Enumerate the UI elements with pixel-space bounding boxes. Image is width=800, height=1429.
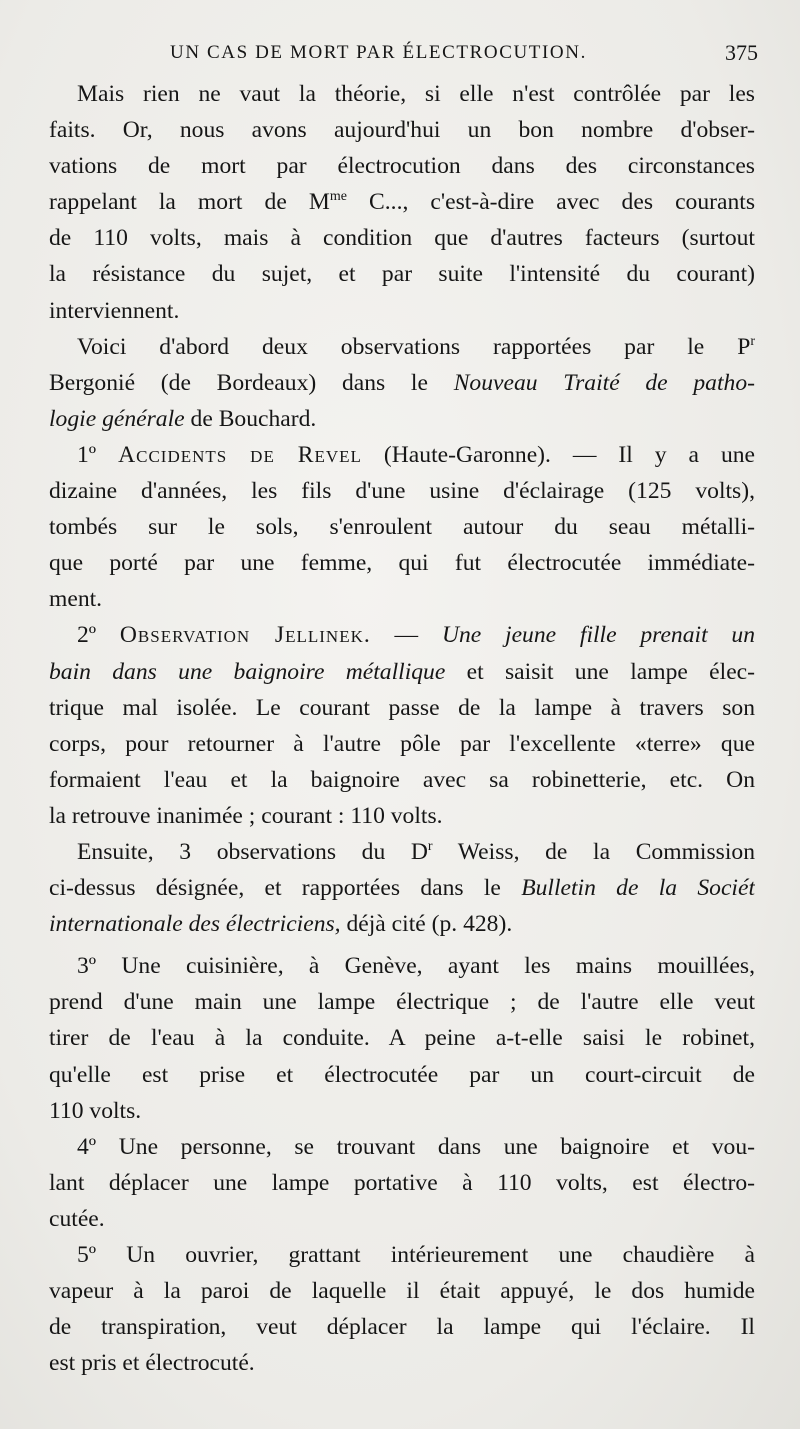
text-line: formaient l'eau et la baignoire avec sa robinetterie, etc. On <box>49 766 755 793</box>
text-line: dizaine d'années, les fils d'une usine d'éclairage (125 volts), <box>49 478 755 505</box>
running-title: UN CAS DE MORT PAR ÉLECTROCUTION. <box>170 42 587 63</box>
text-line: de transpiration, veut déplacer la lampe qui l'éclaire. Il <box>49 1314 755 1341</box>
text-line <box>49 906 755 942</box>
text-line: de 110 volts, mais à condition que d'autres facteurs (surtout <box>49 225 755 252</box>
paragraph-weiss <box>49 834 755 942</box>
case-number: 2º <box>77 622 120 649</box>
text-run: Voici d'abord deux observations rapportées par le P <box>77 333 751 360</box>
case-heading: Observation Jellinek. <box>119 622 371 649</box>
case-heading: Accidents de Revel <box>118 441 362 468</box>
text-line: interviennent. <box>49 297 180 324</box>
text-line: 110 volts. <box>49 1097 142 1124</box>
text-line: lant déplacer une lampe portative à 110 volts, est électro- <box>49 1169 755 1196</box>
italic-text: Une jeune fille prenait un <box>441 622 755 649</box>
text-line: vations de mort par électrocution dans des circonstances <box>49 153 755 180</box>
text-line <box>49 365 755 401</box>
superscript: r <box>750 333 755 349</box>
text-line <box>49 184 755 220</box>
text-line <box>49 401 755 437</box>
paragraph-case-3 <box>49 948 755 1128</box>
paragraph-case-5 <box>49 1237 755 1381</box>
italic-text: bain dans une baignoire métallique <box>49 658 446 685</box>
superscript: r <box>427 838 433 854</box>
text-line: corps, pour retourner à l'autre pôle par l'excellente «terre» que <box>49 730 755 757</box>
text-line: 4º Une personne, se trouvant dans une baignoire et vou- <box>77 1133 755 1160</box>
text-line <box>49 870 755 906</box>
italic-title: internationale des électriciens, <box>49 911 341 938</box>
text-line: faits. Or, nous avons aujourd'hui un bon nombre d'obser- <box>49 117 755 144</box>
case-number: 1º <box>77 441 119 468</box>
text-line: est pris et électrocuté. <box>49 1350 255 1377</box>
text-run: Bergonié (de Bordeaux) dans le <box>49 369 454 396</box>
text-line: vapeur à la paroi de laquelle il était appuyé, le dos humide <box>49 1278 755 1305</box>
text-run: Ensuite, 3 observations du D <box>77 838 428 865</box>
text-line: la retrouve inanimée ; courant : 110 volts. <box>49 802 443 829</box>
text-line <box>49 834 755 870</box>
text-run: Weiss, de la Commission <box>432 838 755 865</box>
italic-title: Bulletin de la Sociét <box>521 875 755 902</box>
text-line: prend d'une main une lampe électrique ; de l'autre elle veut <box>49 989 755 1016</box>
paragraph-jellinek <box>49 617 755 834</box>
italic-title: Nouveau Traité de patho- <box>453 369 755 396</box>
text-line: 5º Un ouvrier, grattant intérieurement une chaudière à <box>77 1242 755 1268</box>
page-number: 375 <box>725 40 758 65</box>
text-run: (Haute-Garonne). — Il y a une <box>361 441 755 468</box>
paragraph-bergonie <box>49 329 755 437</box>
text-line: que porté par une femme, qui fut électrocutée immédiate- <box>49 550 755 577</box>
text-run: rappelant la mort de M <box>49 189 330 216</box>
page-header <box>170 38 790 68</box>
text-line: 3º Une cuisinière, à Genève, ayant les mains mouillées, <box>77 953 755 980</box>
paragraph-theory <box>49 76 755 329</box>
text-line: tombés sur le sols, s'enroulent autour du seau métalli- <box>49 514 755 541</box>
text-line: trique mal isolée. Le courant passe de la lampe à travers son <box>49 694 755 721</box>
body-text <box>49 76 755 1381</box>
text-line: tirer de l'eau à la conduite. A peine a-t-elle saisi le robinet, <box>49 1025 755 1052</box>
superscript: me <box>329 189 347 205</box>
paragraph-revel <box>49 437 755 617</box>
text-run: et saisit une lampe élec- <box>445 658 755 685</box>
text-line: ment. <box>49 586 103 613</box>
text-line: qu'elle est prise et électrocutée par un court-circuit de <box>49 1061 755 1088</box>
text-run: déjà cité (p. 428). <box>340 911 513 938</box>
text-line <box>49 654 755 690</box>
text-run: ci-dessus désignée, et rapportées dans le <box>49 875 522 902</box>
text-line <box>49 437 755 473</box>
text-line <box>49 617 755 653</box>
text-line <box>49 329 755 365</box>
text-line: la résistance du sujet, et par suite l'intensité du courant) <box>49 261 755 288</box>
italic-title: logie générale <box>49 405 185 432</box>
text-line: Mais rien ne vaut la théorie, si elle n'est contrôlée par les <box>77 81 755 107</box>
paragraph-case-4 <box>49 1129 755 1237</box>
text-run: — <box>370 622 442 649</box>
text-line: cutée. <box>49 1205 105 1232</box>
text-run: de Bouchard. <box>184 405 317 432</box>
text-run: C..., c'est-à-dire avec des courants <box>346 189 755 216</box>
